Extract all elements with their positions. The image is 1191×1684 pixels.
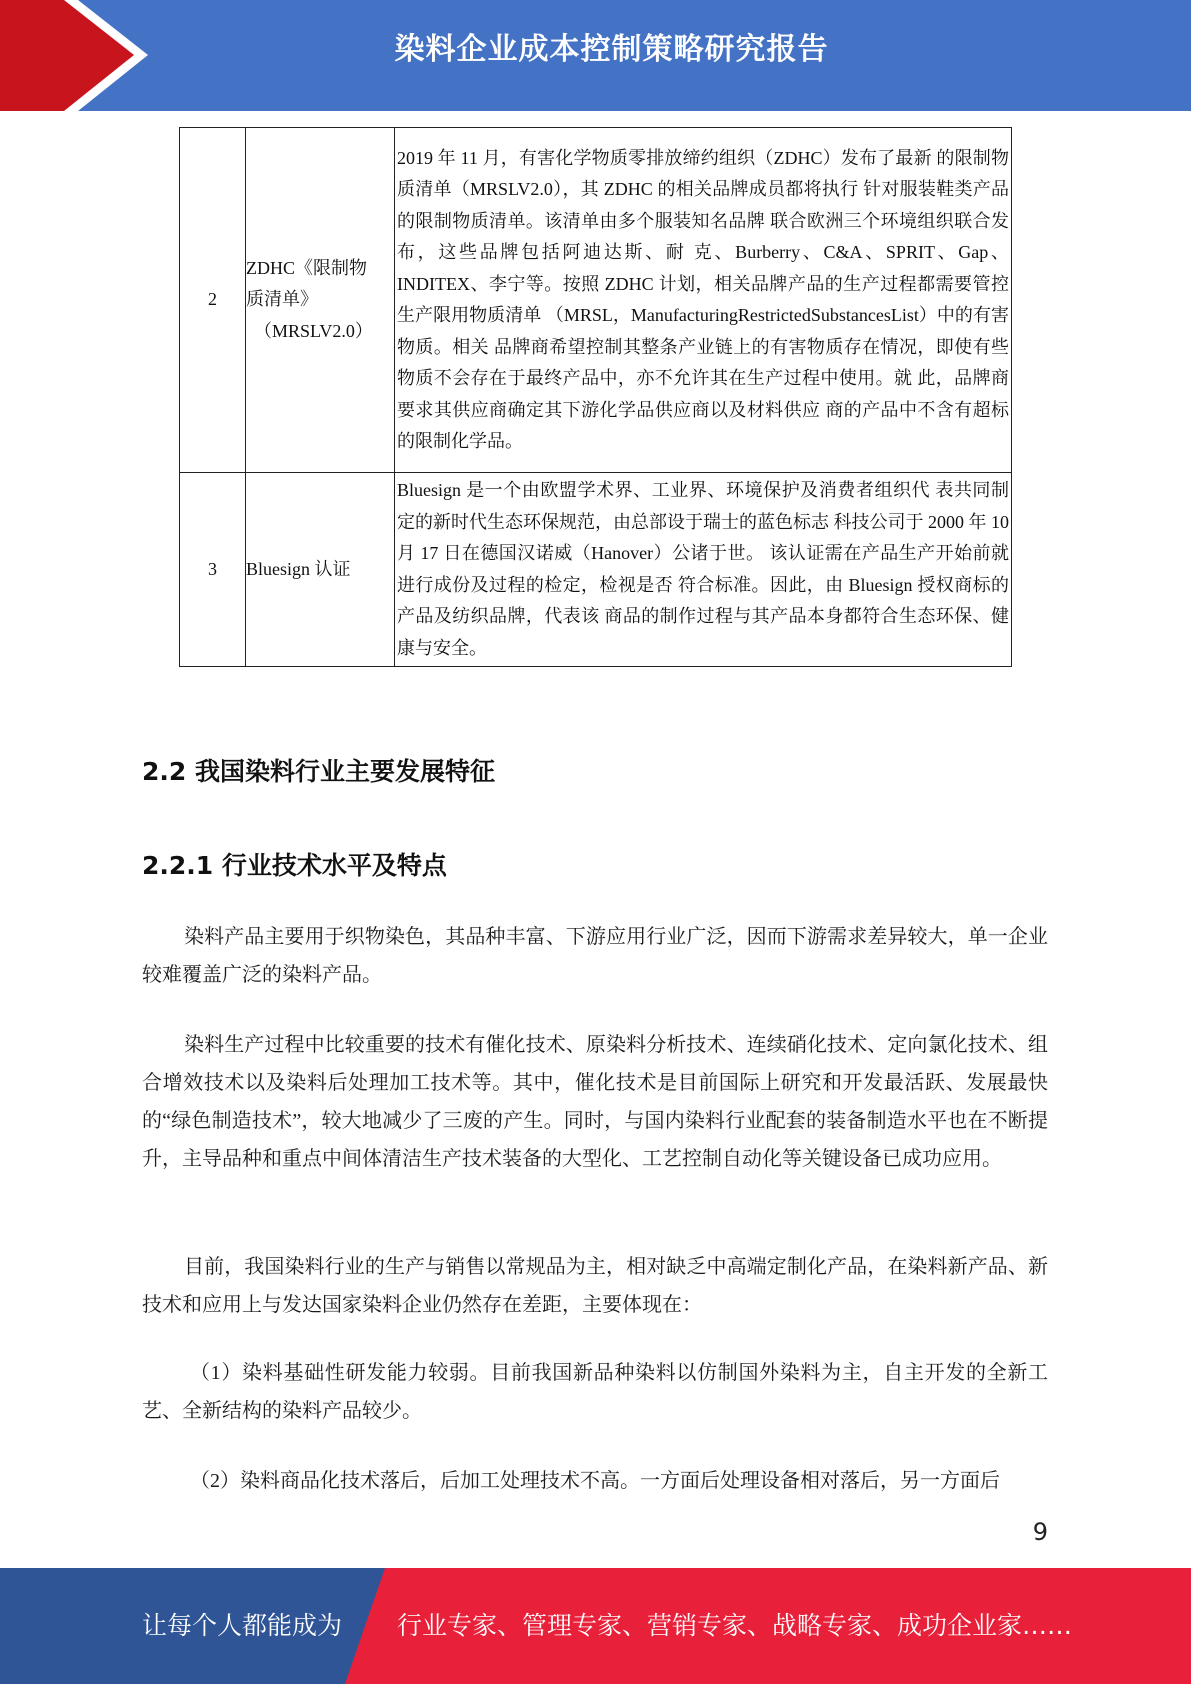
standard-name-line: ZDHC《限制物: [246, 257, 367, 278]
body-paragraph: 染料产品主要用于织物染色，其品种丰富、下游应用行业广泛，因而下游需求差异较大，单一企业较难覆盖广泛的染料产品。: [142, 926, 1048, 986]
subsection-heading: 2.2.1 行业技术水平及特点: [142, 851, 447, 880]
standard-description: 2019 年 11 月，有害化学物质零排放缔约组织（ZDHC）发布了最新 的限制物质清单（MRSLV2.0），其 ZDHC 的相关品牌成员都将执行 针对服装鞋类产品的限制物质清单。该清单由多个服装知名品牌 联合欧洲三个环境组织联合发布，这些品牌包括阿迪达斯、耐 克、Burberry、C&A、SPRIT、Gap、INDITEX、李宁等。按照 ZDHC 计划，相关品牌产品的生产过程都需要管控生产限用物质清单 （MRSL，ManufacturingRestrictedSubstancesList）中的有害物质。相关 品牌商希望控制其整条产业链上的有害物质存在情况，即使有些 物质不会存在于最终产品中，亦不允许其在生产过程中使用。就 此，品牌商要求其供应商确定其下游化学品供应商以及材料供应 商的产品中不含有超标的限制化学品。: [395, 128, 1012, 473]
standard-name: [246, 128, 395, 473]
standard-name-line: 质清单》: [246, 289, 318, 310]
section-heading: 2.2 我国染料行业主要发展特征: [142, 757, 495, 786]
standard-name-line: Bluesign 认证: [246, 558, 351, 579]
footer-banner: [0, 1568, 1191, 1684]
header-banner: [0, 0, 1191, 111]
body-paragraph: 染料生产过程中比较重要的技术有催化技术、原染料分析技术、连续硝化技术、定向氯化技术、组合增效技术以及染料后处理加工技术等。其中，催化技术是目前国际上研究和开发最活跃、发展最快的“绿色制造技术”，较大地减少了三废的产生。同时，与国内染料行业配套的装备制造水平也在不断提升，主导品种和重点中间体清洁生产技术装备的大型化、工艺控制自动化等关键设备已成功应用。: [142, 1034, 1048, 1170]
list-item: （2）染料商品化技术落后，后加工处理技术不高。一方面后处理设备相对落后，另一方面后: [190, 1470, 1000, 1492]
row-number: 3: [180, 473, 246, 667]
standard-name-line: （MRSLV2.0）: [254, 320, 373, 341]
row-number: 2: [180, 128, 246, 473]
page-number: 9: [1032, 1518, 1048, 1546]
footer-slogan-left: 让每个人都能成为: [142, 1611, 343, 1640]
restricted-substances-table: [179, 127, 1012, 667]
footer-slogan-right: 行业专家、管理专家、营销专家、战略专家、成功企业家……: [397, 1611, 1073, 1640]
document-title: 染料企业成本控制策略研究报告: [394, 32, 829, 67]
table-row: [180, 128, 1012, 473]
body-paragraph: 目前，我国染料行业的生产与销售以常规品为主，相对缺乏中高端定制化产品，在染料新产品、新技术和应用上与发达国家染料企业仍然存在差距，主要体现在：: [142, 1256, 1048, 1316]
standard-description: Bluesign 是一个由欧盟学术界、工业界、环境保护及消费者组织代 表共同制定的新时代生态环保规范，由总部设于瑞士的蓝色标志 科技公司于 2000 年 10 月 17 日在德国汉诺威（Hanover）公诸于世。 该认证需在产品生产开始前就进行成份及过程的检定，检视是否 符合标准。因此，由 Bluesign 授权商标的产品及纺织品牌，代表该 商品的制作过程与其产品本身都符合生态环保、健康与安全。: [395, 473, 1012, 667]
list-item: （1）染料基础性研发能力较弱。目前我国新品种染料以仿制国外染料为主，自主开发的全新工艺、全新结构的染料产品较少。: [142, 1362, 1048, 1422]
table-row: [180, 473, 1012, 667]
standard-name: [246, 473, 395, 667]
